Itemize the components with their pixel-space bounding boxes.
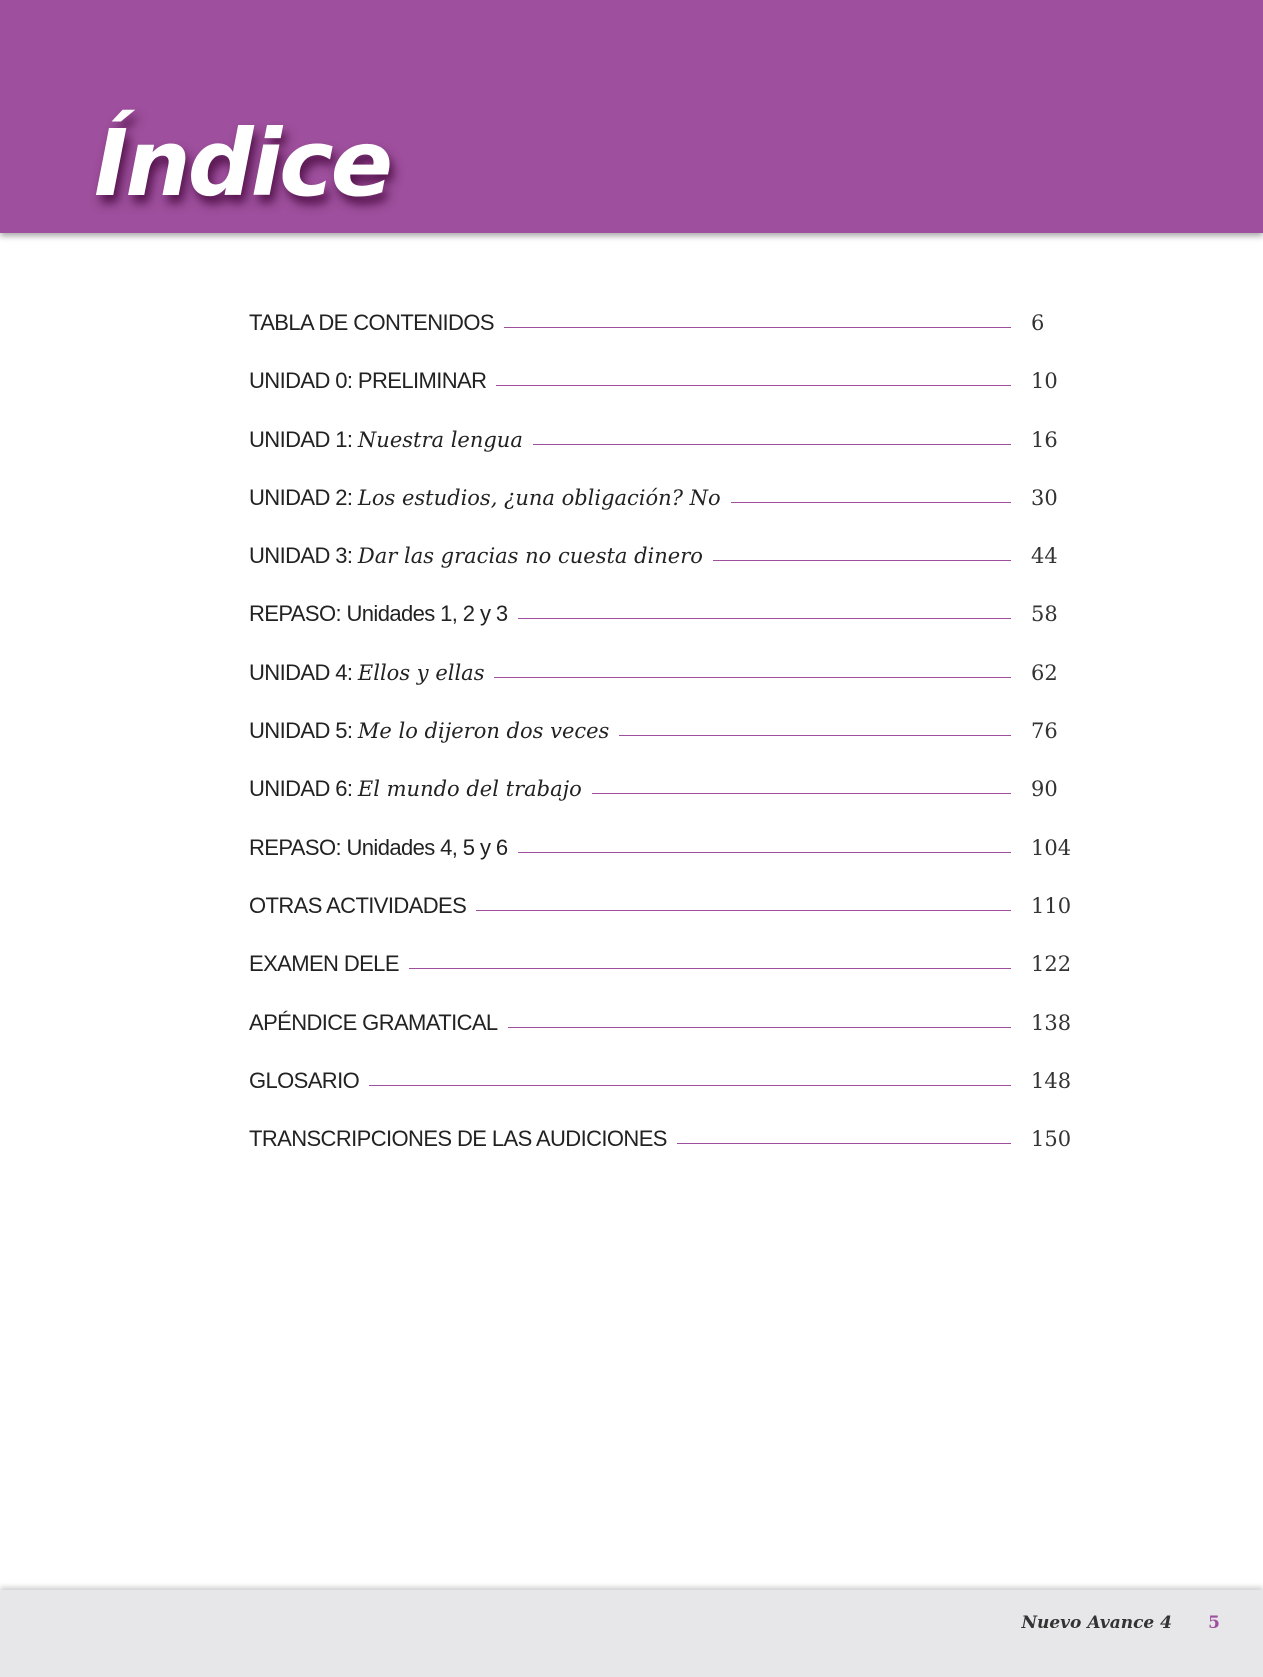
toc-entry-label: REPASO: Unidades 4, 5 y 6 <box>249 834 508 860</box>
toc-entry[interactable] <box>249 310 1089 368</box>
toc-entry-label: UNIDAD 6: El mundo del trabajo <box>249 776 582 802</box>
toc-entry-label: REPASO: Unidades 1, 2 y 3 <box>249 601 508 627</box>
toc-page-number: 122 <box>1031 952 1072 977</box>
leader-line <box>508 1027 1011 1028</box>
leader-line <box>731 502 1011 503</box>
toc-entry-label: TABLA DE CONTENIDOS <box>249 310 494 335</box>
leader-line <box>476 910 1011 911</box>
toc-entry[interactable] <box>249 1126 1089 1184</box>
toc-entry-label: UNIDAD 4: Ellos y ellas <box>249 659 485 685</box>
toc-entry[interactable] <box>249 485 1089 543</box>
toc-entry[interactable] <box>249 951 1089 1009</box>
toc-page-number: 58 <box>1031 602 1058 627</box>
toc-entry-label: APÉNDICE GRAMATICAL <box>249 1009 498 1035</box>
leader-line <box>409 968 1011 969</box>
toc-entry[interactable] <box>249 893 1089 951</box>
toc-entry[interactable] <box>249 368 1089 426</box>
toc-page-number: 104 <box>1031 835 1072 860</box>
leader-line <box>533 444 1011 445</box>
toc-entry[interactable] <box>249 543 1089 601</box>
leader-line <box>619 735 1011 736</box>
toc-entry[interactable] <box>249 1010 1089 1068</box>
leader-line <box>504 327 1011 328</box>
leader-line <box>592 793 1011 794</box>
toc-entry-label: UNIDAD 3: Dar las gracias no cuesta dinero <box>249 543 703 569</box>
toc-page-number: 16 <box>1031 427 1058 452</box>
footer-page-number: 5 <box>1208 1613 1220 1633</box>
toc-page-number: 138 <box>1031 1010 1072 1035</box>
toc-page-number: 110 <box>1031 893 1072 918</box>
toc-entry[interactable] <box>249 601 1089 659</box>
toc-page-number: 148 <box>1031 1068 1072 1093</box>
toc-page-number: 76 <box>1031 719 1058 744</box>
leader-line <box>713 560 1011 561</box>
toc-entry-label: EXAMEN DELE <box>249 951 399 977</box>
toc-entry-label: OTRAS ACTIVIDADES <box>249 892 467 918</box>
table-of-contents <box>249 310 1089 1184</box>
toc-entry-label: UNIDAD 0: PRELIMINAR <box>249 368 487 394</box>
toc-entry-label: UNIDAD 2: Los estudios, ¿una obligación? No <box>249 484 721 510</box>
toc-entry[interactable] <box>249 660 1089 718</box>
page-footer <box>0 1590 1263 1677</box>
page-title: Índice <box>94 110 391 217</box>
header-banner <box>0 0 1263 233</box>
leader-line <box>369 1085 1011 1086</box>
toc-entry[interactable] <box>249 835 1089 893</box>
leader-line <box>518 852 1011 853</box>
toc-entry[interactable] <box>249 1068 1089 1126</box>
toc-page-number: 6 <box>1031 311 1045 335</box>
toc-page-number: 150 <box>1031 1127 1072 1152</box>
toc-entry-label: TRANSCRIPCIONES DE LAS AUDICIONES <box>249 1126 667 1152</box>
leader-line <box>496 385 1011 386</box>
toc-entry-label: GLOSARIO <box>249 1067 360 1093</box>
toc-entry-label: UNIDAD 5: Me lo dijeron dos veces <box>249 718 610 744</box>
toc-page-number: 90 <box>1031 777 1058 802</box>
leader-line <box>494 677 1011 678</box>
toc-entry[interactable] <box>249 718 1089 776</box>
leader-line <box>677 1143 1011 1144</box>
toc-page-number: 44 <box>1031 544 1058 569</box>
toc-entry-label: UNIDAD 1: Nuestra lengua <box>249 426 523 452</box>
leader-line <box>518 618 1011 619</box>
toc-page-number: 10 <box>1031 369 1058 394</box>
footer-book-title: Nuevo Avance 4 <box>1021 1613 1172 1633</box>
toc-page-number: 30 <box>1031 485 1058 510</box>
toc-entry[interactable] <box>249 427 1089 485</box>
toc-page-number: 62 <box>1031 660 1058 685</box>
toc-entry[interactable] <box>249 776 1089 834</box>
